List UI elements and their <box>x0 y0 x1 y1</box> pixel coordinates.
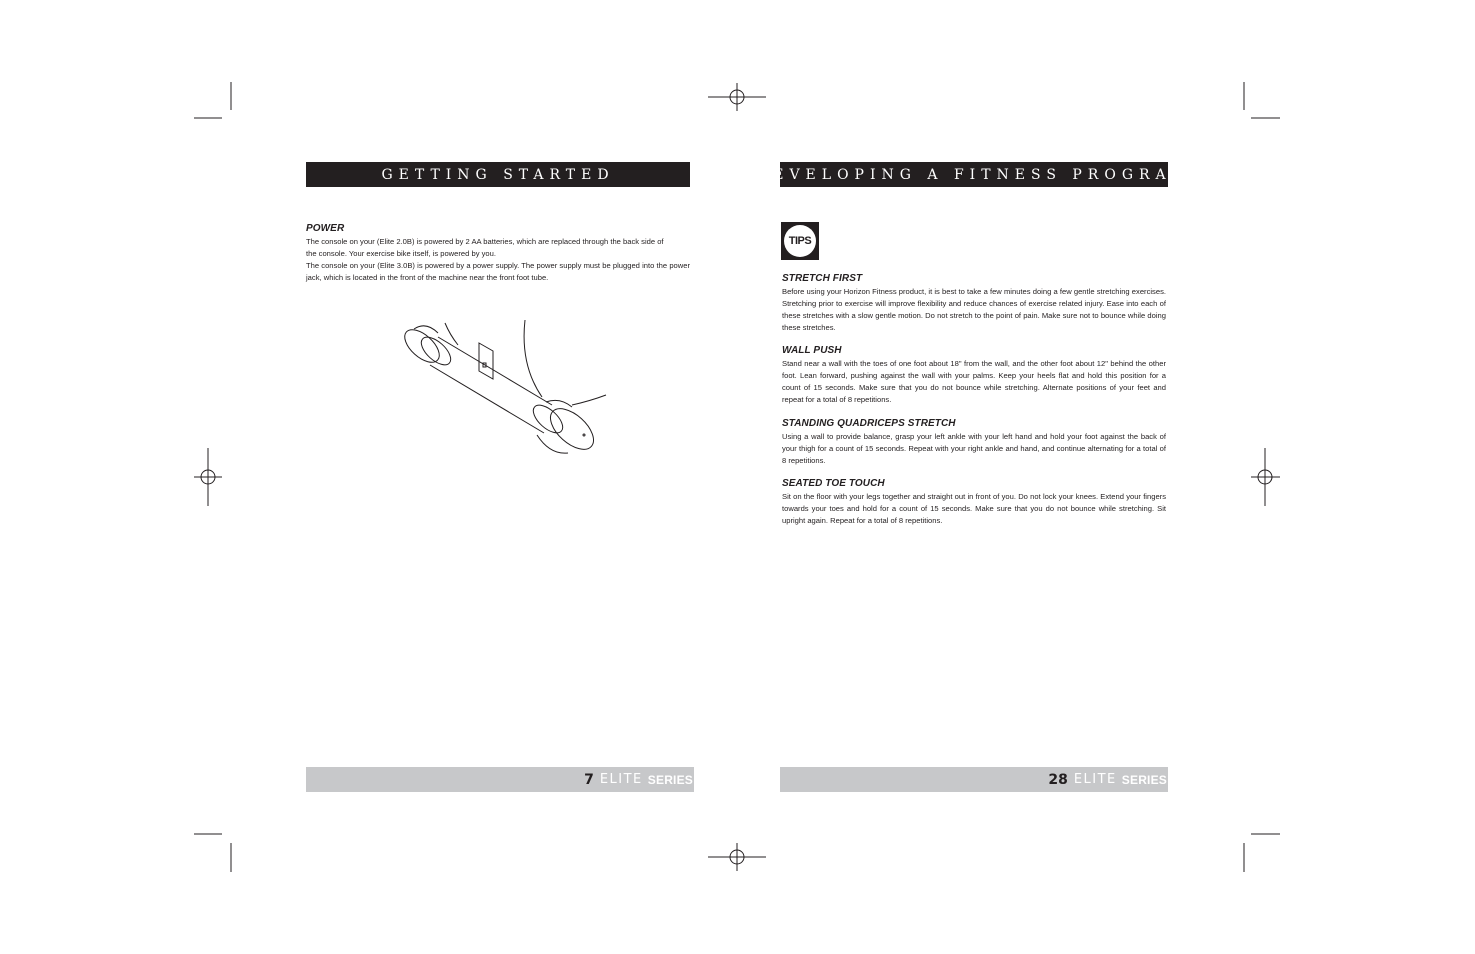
quadriceps-stretch-text: Using a wall to provide balance, grasp your left ankle with your left hand and hold your foot against the back of your thigh for a count of 15 seconds. Repeat with your right ankle and hand, and continue alternating for a total of 8 repetitions. <box>782 432 1166 465</box>
seated-toe-touch-text: Sit on the floor with your legs together and straight out in front of you. Do not lock your knees. Extend your fingers towards your toes and hold for a count of 15 seconds. Make sure that you do not bounce while stretching. Sit upright again. Repeat for a total of 8 repetitions. <box>782 492 1166 525</box>
seated-toe-touch-title: SEATED TOE TOUCH <box>782 478 885 489</box>
stretch-first-text: Before using your Horizon Fitness product, it is best to take a few minutes doing a few gentle stretching exercises. Stretching prior to exercise will improve flexibility and reduce chances of exercise related injury. Ease into each of these stretches with a slow gentle motion. Do not stretch to the point of pain. Make sure not to bounce while doing these stretches. <box>782 287 1166 332</box>
left-page-header: GETTING STARTED <box>306 162 690 187</box>
right-page-header: DEVELOPING A FITNESS PROGRAM <box>780 162 1168 187</box>
quadriceps-stretch-title: STANDING QUADRICEPS STRETCH <box>782 418 956 429</box>
power-paragraph-2: The console on your (Elite 3.0B) is powered by a power supply. The power supply must be plugged into the power jack, which is located in the front of the machine near the front foot tube. <box>306 261 690 282</box>
tips-badge <box>784 225 816 257</box>
series-wordmark: SERIES <box>1121 772 1167 787</box>
wall-push-title: WALL PUSH <box>782 345 842 356</box>
power-paragraph-1: The console on your (Elite 2.0B) is powered by 2 AA batteries, which are replaced through the back side of the console. Your exercise bike itself, is powered by you. <box>306 237 664 258</box>
elite-wordmark: ELITE <box>599 772 643 787</box>
right-page-footer <box>780 767 1168 792</box>
page-number: 7 <box>584 771 594 788</box>
wall-push-text: Stand near a wall with the toes of one foot about 18" from the wall, and the other foot about 12" behind the other foot. Lean forward, pushing against the wall with your palms. Keep your heels flat and hold this position for a count of 15 seconds. Make sure that you do not bounce while stretching. Alternate positions of your feet and repeat for a total of 8 repetitions. <box>782 359 1166 404</box>
power-text <box>306 236 690 284</box>
elite-wordmark: ELITE <box>1073 772 1117 787</box>
power-title: POWER <box>306 223 345 234</box>
left-page-footer <box>306 767 694 792</box>
front-foot-tube-illustration <box>400 315 615 460</box>
tips-icon <box>781 222 819 260</box>
stretch-first-title: STRETCH FIRST <box>782 273 863 284</box>
page-number: 28 <box>1048 771 1068 788</box>
tips-label: TIPS <box>788 235 812 247</box>
series-wordmark: SERIES <box>647 772 693 787</box>
